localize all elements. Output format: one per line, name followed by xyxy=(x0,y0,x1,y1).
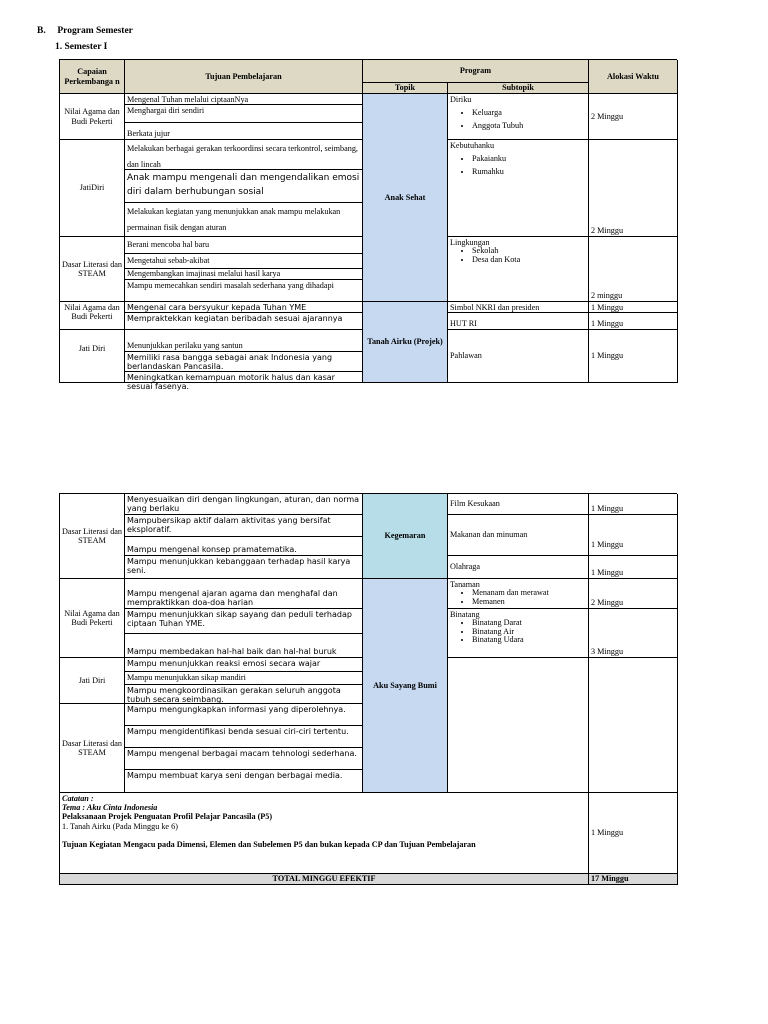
subtopic-binatang xyxy=(448,609,589,658)
tp-item: Melakukan berbagai gerakan terkoordinsi secara terkontrol, seimbang, dan lincah xyxy=(125,140,363,170)
tp-item: Menunjukkan perilaku yang santun xyxy=(125,330,363,352)
cp-dasar-literasi-2: Dasar Literasi dan STEAM xyxy=(60,704,125,793)
alokasi-value: 1 Minggu xyxy=(589,302,678,313)
alokasi-value: 1 Minggu xyxy=(589,556,678,579)
tp-item: Mampu membuat karya seni dengan berbagai media. xyxy=(125,770,363,793)
subtopic-item: • Anggota Tubuh xyxy=(472,121,586,130)
subtopic-item: • Menanam dan merawat xyxy=(472,589,586,598)
catatan-p5: Pelaksanaan Projek Penguatan Profil Pelajar Pancasila (P5) xyxy=(62,812,273,822)
catatan-label: Catatan : xyxy=(62,794,94,803)
tp-item: Mampu memecahkan sendiri masalah sederhana yang dihadapi xyxy=(125,280,363,302)
tp-item: Mampu menunjukkan kebanggaan terhadap hasil karya seni. xyxy=(125,556,363,579)
section-number: B. xyxy=(37,26,46,36)
topic-kegemaran: Kegemaran xyxy=(363,494,448,579)
header-tujuan: Tujuan Pembelajaran xyxy=(125,60,363,94)
tp-item: Mampubersikap aktif dalam aktivitas yang bersifat eksploratif. xyxy=(125,515,363,537)
alokasi-value: 2 minggu xyxy=(589,237,678,302)
tp-item: Mengenal cara bersyukur kepada Tuhan YME xyxy=(125,302,363,313)
header-topik: Topik xyxy=(363,83,448,94)
tp-item: Berani mencoba hal baru xyxy=(125,237,363,254)
subtopic-title: Diriku xyxy=(450,95,472,104)
subtopic-title: Tanaman xyxy=(450,580,480,589)
subtopic-title: Lingkungan xyxy=(450,238,490,247)
subtopic-item: • Memanen xyxy=(472,598,586,607)
subtopic-diriku xyxy=(448,94,589,140)
alokasi-value: 2 Minggu xyxy=(589,579,678,609)
tp-item: Mengetahui sebab-akibat xyxy=(125,254,363,269)
tp-item: Mampu mengenal ajaran agama dan menghafal dan mempraktikkan doa-doa harian xyxy=(125,579,363,609)
topic-anak-sehat: Anak Sehat xyxy=(363,94,448,302)
subtopic-item: • Pakaianku xyxy=(472,154,586,163)
program-semester-table-2 xyxy=(59,493,677,885)
alokasi-value: 3 Minggu xyxy=(589,609,678,658)
alokasi-value: 1 Minggu xyxy=(589,313,678,330)
catatan-tema: Tema : Aku Cinta Indonesia xyxy=(62,803,158,813)
alokasi-value: 1 Minggu xyxy=(589,515,678,556)
tp-item: Mampu membedakan hal-hal baik dan hal-hal buruk xyxy=(125,634,363,658)
subtopic-kebutuhanku xyxy=(448,140,589,237)
program-semester-table-1 xyxy=(59,59,677,392)
header-subtopik: Subtopik xyxy=(448,83,589,94)
tp-item: Mampu menunjukkan sikap sayang dan peduli terhadap ciptaan Tuhan YME. xyxy=(125,609,363,634)
tp-item: Meningkatkan kemampuan motorik halus dan kasar sesuai fasenya. xyxy=(125,372,363,383)
tp-item: Melakukan kegiatan yang menunjukkan anak mampu melakukan permainan fisik dengan aturan xyxy=(125,203,363,237)
tp-item: Anak mampu mengenali dan mengendalikan emosi diri dalam berhubungan sosial xyxy=(125,170,363,203)
cp-jati-diri-2: Jati Diri xyxy=(60,330,125,383)
alokasi-empty xyxy=(589,658,678,793)
cp-nilai-agama: Nilai Agama dan Budi Pekerti xyxy=(60,579,125,658)
catatan-tujuan: Tujuan Kegiatan Mengacu pada Dimensi, Elemen dan Subelemen P5 dan bukan kepada CP dan Tujuan Pembelajaran xyxy=(62,839,476,849)
subtopic-title: Binatang xyxy=(450,610,480,619)
subtopic-title: Kebutuhanku xyxy=(450,141,495,150)
catatan-p5-item: 1. Tanah Airku (Pada Minggu ke 6) xyxy=(62,821,178,831)
alokasi-value: 1 Minggu xyxy=(589,494,678,515)
alokasi-value: 2 Minggu xyxy=(589,94,678,140)
cp-dasar-literasi: Dasar Literasi dan STEAM xyxy=(60,494,125,579)
total-value: 17 Minggu xyxy=(589,874,678,885)
tp-item: Mempraktekkan kegiatan beribadah sesuai ajarannya xyxy=(125,313,363,330)
cp-nilai-agama: Nilai Agama dan Budi Pekerti xyxy=(60,94,125,140)
subtopic-makanan: Makanan dan minuman xyxy=(448,515,589,556)
subtopic-pahlawan: Pahlawan xyxy=(448,330,589,383)
subtopic-item: • Keluarga xyxy=(472,108,586,117)
tp-item: Mampu mengungkapkan informasi yang diperolehnya. xyxy=(125,704,363,726)
section-title: Program Semester xyxy=(57,26,133,36)
subtopic-olahraga: Olahraga xyxy=(448,556,589,579)
subtopic-item: • Sekolah xyxy=(472,247,586,256)
subtopic-simbol: Simbol NKRI dan presiden xyxy=(448,302,589,313)
subtopic-item: • Desa dan Kota xyxy=(472,256,586,265)
tp-item: Mengembangkan imajinasi melalui hasil karya xyxy=(125,269,363,280)
tp-item: Mampu mengidentifikasi benda sesuai ciri-ciri tertentu. xyxy=(125,726,363,748)
cp-jatidiri: JatiDiri xyxy=(60,140,125,237)
tp-item: Mampu menunjukkan sikap mandiri xyxy=(125,672,363,685)
tp-item: Memiliki rasa bangga sebagai anak Indonesia yang berlandaskan Pancasila. xyxy=(125,352,363,372)
cp-jati-diri: Jati Diri xyxy=(60,658,125,704)
subtopic-lingkungan xyxy=(448,237,589,302)
section-heading xyxy=(37,26,133,36)
subtopic-empty xyxy=(448,658,589,793)
subtopic-item: • Binatang Udara xyxy=(472,636,586,645)
tp-item: Mampu mengenal konsep pramatematika. xyxy=(125,537,363,556)
topic-aku-sayang-bumi: Aku Sayang Bumi xyxy=(363,579,448,793)
alokasi-value: 1 Minggu xyxy=(589,330,678,383)
alokasi-value: 2 Minggu xyxy=(589,140,678,237)
tp-item: Mengenal Tuhan melalui ciptaanNya xyxy=(125,94,363,105)
tp-item: Mampu mengenal berbagai macam tehnologi sederhana. xyxy=(125,748,363,770)
subtopic-film: Film Kesukaan xyxy=(448,494,589,515)
catatan-block xyxy=(60,793,589,874)
tp-item: Mampu menunjukkan reaksi emosi secara wajar xyxy=(125,658,363,672)
cp-nilai-agama-2: Nilai Agama dan Budi Pekerti xyxy=(60,302,125,330)
subtopic-item: • Binatang Air xyxy=(472,628,586,637)
semester-heading: 1. Semester I xyxy=(55,42,108,52)
tp-item: Menyesuaikan diri dengan lingkungan, aturan, dan norma yang berlaku xyxy=(125,494,363,515)
alokasi-p5: 1 Minggu xyxy=(589,793,678,874)
total-label: TOTAL MINGGU EFEKTIF xyxy=(60,874,589,885)
tp-item: Mampu mengkoordinasikan gerakan seluruh anggota tubuh secara seimbang. xyxy=(125,685,363,704)
topic-tanah-airku: Tanah Airku (Projek) xyxy=(363,302,448,383)
header-alokasi: Alokasi Waktu xyxy=(589,60,678,94)
tp-item: Berkata jujur xyxy=(125,123,363,140)
tp-item: Menghargai diri sendiri xyxy=(125,105,363,123)
subtopic-item: • Binatang Darat xyxy=(472,619,586,628)
cp-dasar-literasi: Dasar Literasi dan STEAM xyxy=(60,237,125,302)
header-capaian: Capaian Perkembanga n xyxy=(60,60,125,94)
subtopic-hut: HUT RI xyxy=(448,313,589,330)
header-program: Program xyxy=(363,60,589,83)
subtopic-tanaman xyxy=(448,579,589,609)
subtopic-item: • Rumahku xyxy=(472,167,586,176)
